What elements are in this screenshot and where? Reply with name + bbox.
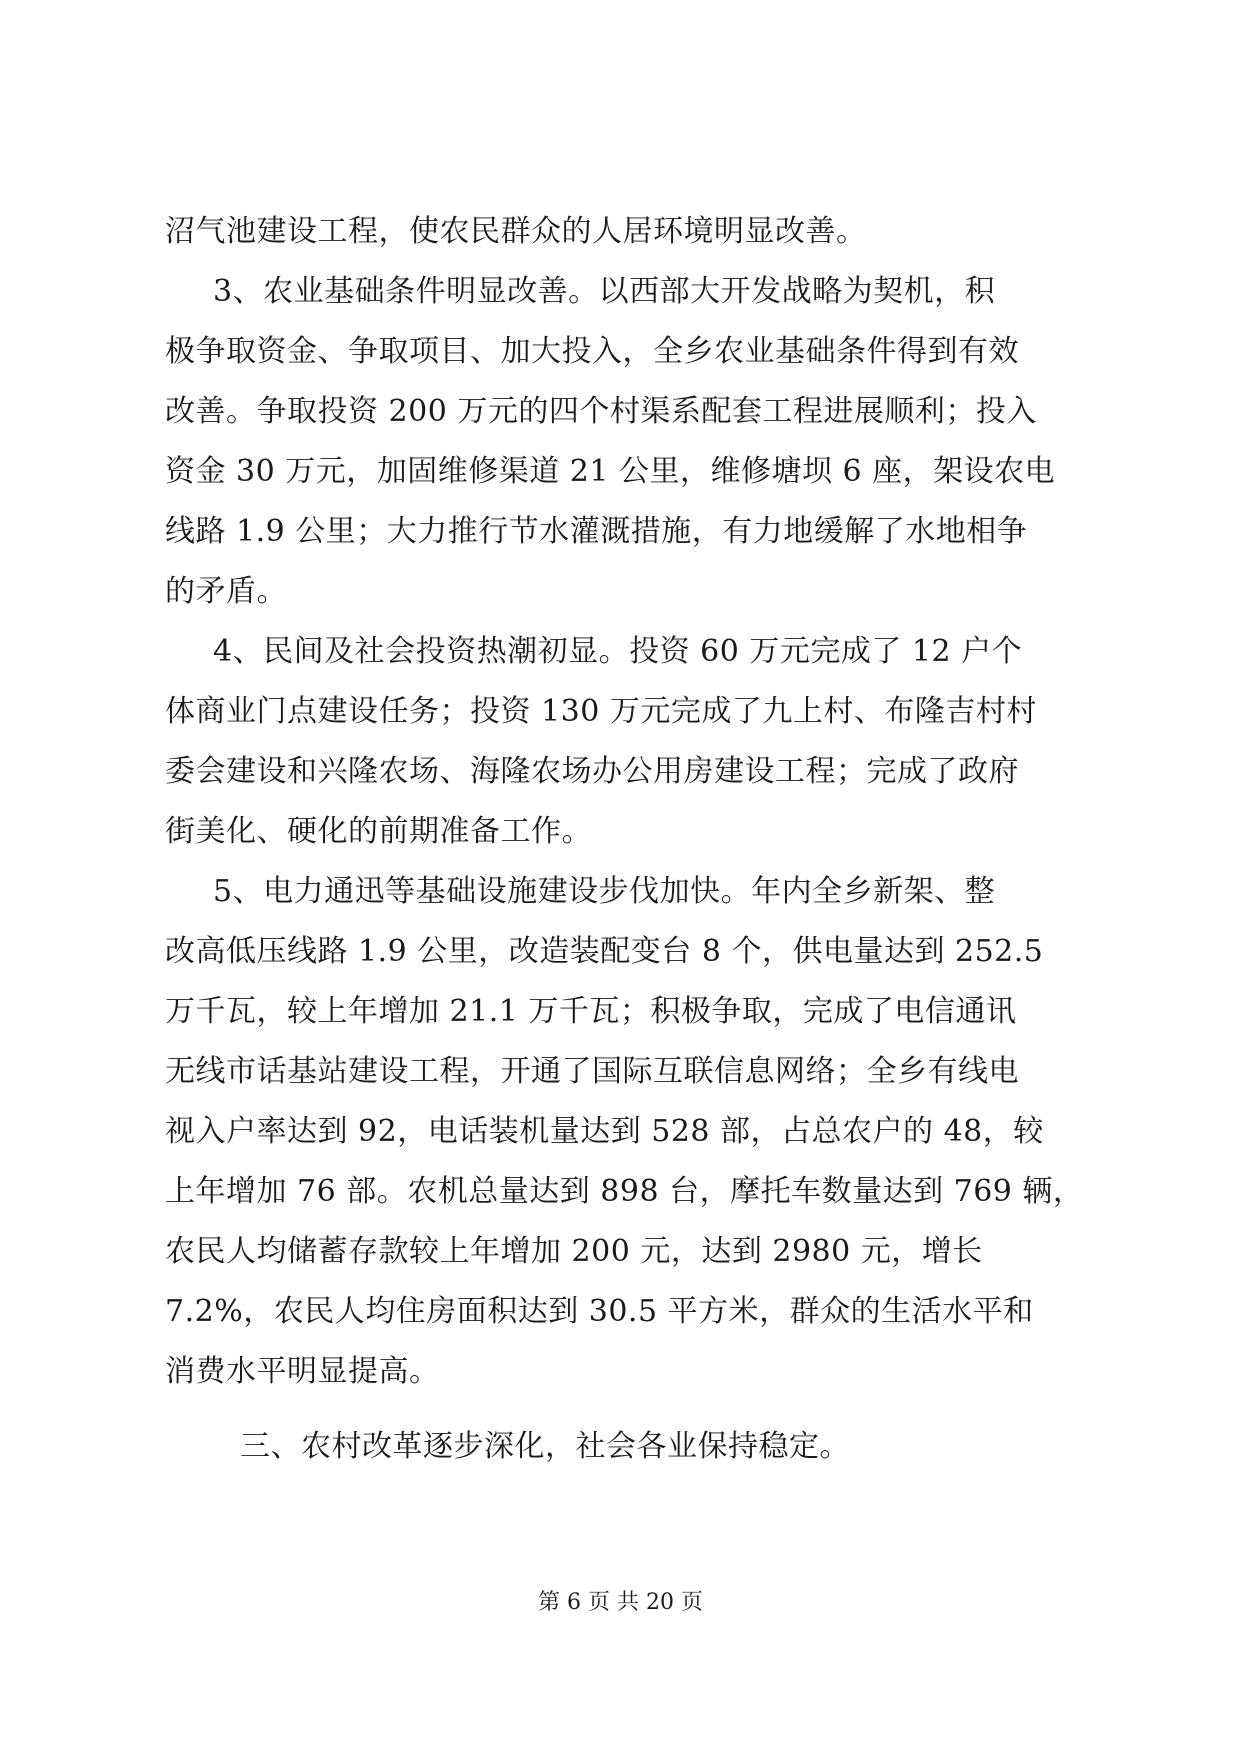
- text-line: 街美化、硬化的前期准备工作。: [165, 814, 592, 849]
- section-heading: 三、农村改革逐步深化，社会各业保持稳定。: [240, 1429, 850, 1464]
- text-line: 改高低压线路 1.9 公里，改造装配变台 8 个，供电量达到 252.5: [165, 934, 1044, 969]
- text-line: 体商业门点建设任务；投资 130 万元完成了九上村、布隆吉村村: [165, 694, 1037, 729]
- text-line: 消费水平明显提高。: [165, 1354, 440, 1389]
- text-line: 极争取资金、争取项目、加大投入，全乡农业基础条件得到有效: [165, 334, 1019, 369]
- text-line: 视入户率达到 92，电话装机量达到 528 部，占总农户的 48，较: [165, 1114, 1044, 1149]
- text-line: 委会建设和兴隆农场、海隆农场办公用房建设工程；完成了政府: [165, 754, 1019, 789]
- text-line: 5、电力通迅等基础设施建设步伐加快。年内全乡新架、整: [213, 874, 996, 909]
- text-line: 的矛盾。: [165, 574, 287, 609]
- page-number-footer: 第 6 页 共 20 页: [538, 1590, 703, 1615]
- text-line: 资金 30 万元，加固维修渠道 21 公里，维修塘坝 6 座，架设农电: [165, 454, 1056, 489]
- text-line: 上年增加 76 部。农机总量达到 898 台，摩托车数量达到 769 辆，: [165, 1174, 1084, 1209]
- text-line: 万千瓦，较上年增加 21.1 万千瓦；积极争取，完成了电信通讯: [165, 994, 1017, 1029]
- text-line: 4、民间及社会投资热潮初显。投资 60 万元完成了 12 户个: [213, 634, 1023, 669]
- text-line: 3、农业基础条件明显改善。以西部大开发战略为契机，积: [213, 274, 996, 309]
- text-line: 线路 1.9 公里；大力推行节水灌溉措施，有力地缓解了水地相争: [165, 514, 1028, 549]
- text-line: 沼气池建设工程，使农民群众的人居环境明显改善。: [165, 214, 867, 249]
- text-line: 无线市话基站建设工程，开通了国际互联信息网络；全乡有线电: [165, 1054, 1019, 1089]
- text-line: 农民人均储蓄存款较上年增加 200 元，达到 2980 元，增长: [165, 1234, 983, 1269]
- text-line: 改善。争取投资 200 万元的四个村渠系配套工程进展顺利；投入: [165, 394, 1037, 429]
- text-line: 7.2%，农民人均住房面积达到 30.5 平方米，群众的生活水平和: [165, 1294, 1034, 1329]
